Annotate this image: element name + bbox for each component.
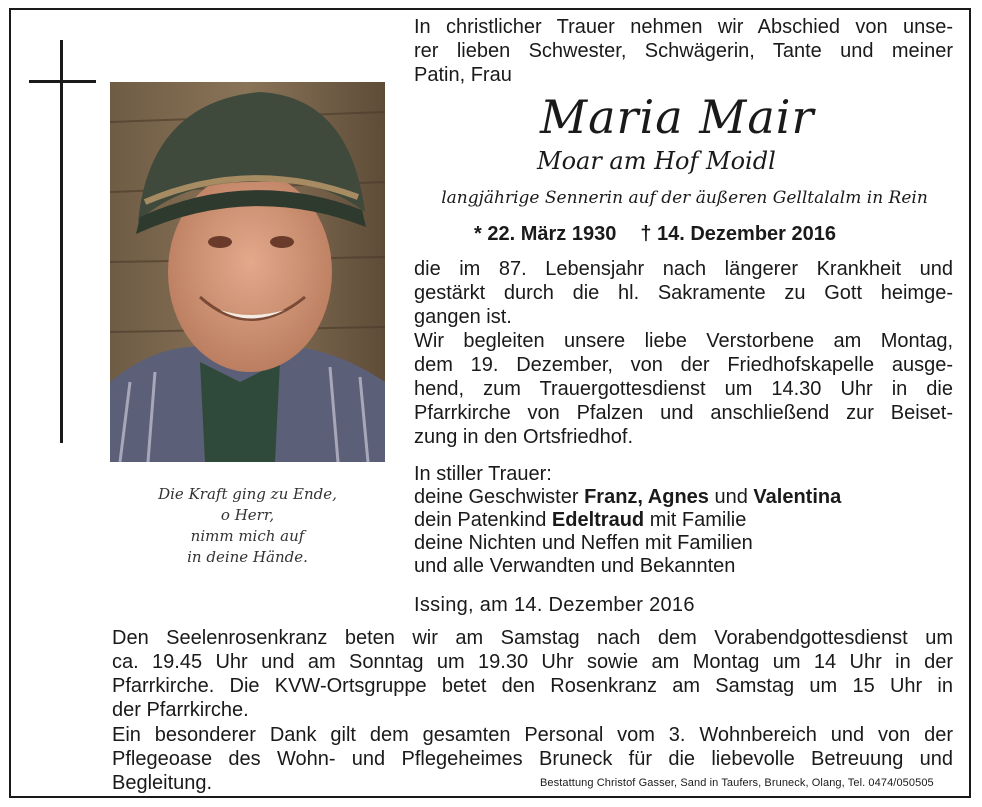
body-line: zung in den Ortsfriedhof. <box>414 426 634 448</box>
mourners-siblings: deine Geschwister Franz, Agnes und Valentina <box>414 486 842 508</box>
death-date: † 14. Dezember 2016 <box>640 223 837 245</box>
rosary-line: Pfarrkirche. Die KVW-Ortsgruppe betet den Rosenkranz am Samstag um 15 Uhr in <box>112 675 953 697</box>
rosary-line: ca. 19.45 Uhr und am Sonntag um 19.30 Uhr sowie am Montag um 14 Uhr in der <box>112 651 953 673</box>
body-line: dem 19. Dezember, von der Friedhofskapelle ausge- <box>414 354 953 376</box>
body-line: gestärkt durch die hl. Sakramente zu Gott heimge- <box>414 282 953 304</box>
mourners-nieces: deine Nichten und Neffen mit Familien <box>414 532 753 554</box>
farm-name: Moar am Hof Moidl <box>537 147 776 175</box>
rosary-line: Den Seelenrosenkranz beten wir am Samstag nach dem Vorabendgottesdienst um <box>112 627 953 649</box>
mourners-godchild: dein Patenkind Edeltraud mit Familie <box>414 509 747 531</box>
birth-date: * 22. März 1930 <box>474 223 617 245</box>
body-line: hend, zum Trauergottesdienst um 14.30 Uhr in die <box>414 378 953 400</box>
cross-icon <box>60 40 63 443</box>
mourners-relatives: und alle Verwandten und Bekannten <box>414 555 736 577</box>
undertaker-info: Bestattung Christof Gasser, Sand in Taufers, Bruneck, Olang, Tel. 0474/050505 <box>540 777 934 789</box>
quote-line: o Herr, <box>220 506 275 524</box>
rosary-line: der Pfarrkirche. <box>112 699 249 721</box>
godchild-name: Edeltraud <box>551 509 645 531</box>
sibling-names: Franz, Agnes <box>584 486 709 508</box>
body-line: die im 87. Lebensjahr nach längerer Krankheit und <box>414 258 953 280</box>
intro-line: rer lieben Schwester, Schwägerin, Tante und meiner <box>414 40 953 62</box>
portrait-photo <box>110 82 385 462</box>
body-line: gangen ist. <box>414 306 512 328</box>
mourners-heading: In stiller Trauer: <box>414 463 552 485</box>
intro-line: In christlicher Trauer nehmen wir Abschied von unse- <box>414 16 953 38</box>
quote-line: nimm mich auf <box>190 527 305 545</box>
life-dates <box>474 221 836 247</box>
sibling-name: Valentina <box>753 486 842 508</box>
quote-line: Die Kraft ging zu Ende, <box>158 485 337 503</box>
place-date: Issing, am 14. Dezember 2016 <box>414 594 695 616</box>
quote-line: in deine Hände. <box>187 548 308 566</box>
cross-icon-bar <box>29 80 96 83</box>
occupation: langjährige Sennerin auf der äußeren Gelltalalm in Rein <box>441 188 928 208</box>
thanks-line: Begleitung. <box>112 772 213 794</box>
body-line: Pfarrkirche von Pfalzen und anschließend zur Beiset- <box>414 402 953 424</box>
thanks-line: Pflegeoase des Wohn- und Pflegeheimes Bruneck für die liebevolle Betreuung und <box>112 748 953 770</box>
thanks-line: Ein besonderer Dank gilt dem gesamten Personal vom 3. Wohnbereich und von der <box>112 724 953 746</box>
body-line: Wir begleiten unsere liebe Verstorbene am Montag, <box>414 330 953 352</box>
deceased-name: Maria Mair <box>540 90 815 144</box>
memorial-quote <box>110 484 385 568</box>
intro-line: Patin, Frau <box>414 64 512 86</box>
